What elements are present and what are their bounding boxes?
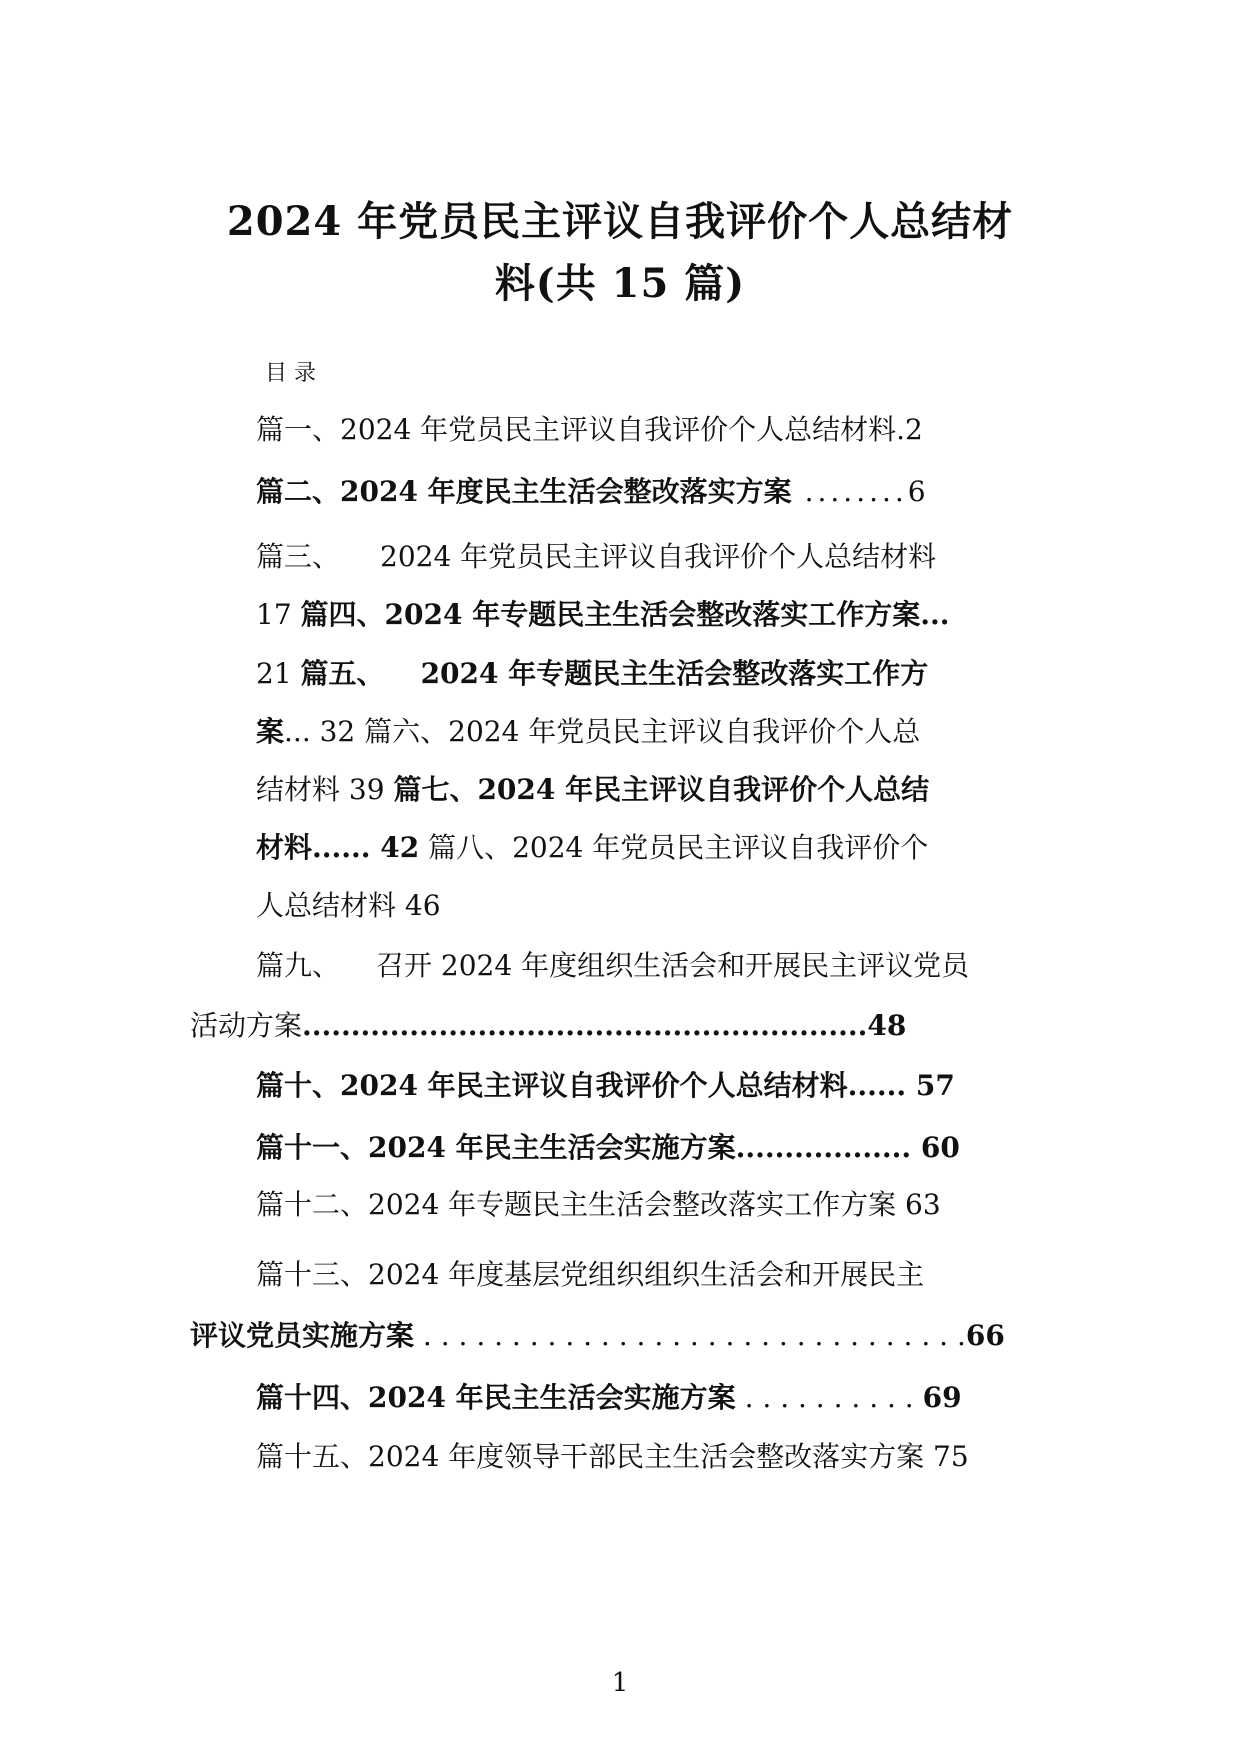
toc-line-8 (256, 826, 928, 866)
toc-line-6 (256, 710, 920, 750)
toc-entry-14-title: 篇十四、2024 年民主生活会实施方案 (256, 1381, 736, 1414)
toc-entry-5-title: 2024 年专题民主生活会整改落实工作方 (420, 657, 929, 690)
toc-line-10 (256, 944, 969, 984)
toc-line-13: 篇十一、2024 年民主生活会实施方案.................. 60 (256, 1131, 960, 1164)
toc-entry-9-title: 召开 2024 年度组织生活会和开展民主评议党员 (376, 949, 970, 982)
toc-line-4 (256, 593, 949, 633)
toc-entry-3-title: 2024 年党员民主评议自我评价个人总结材料 (380, 540, 937, 573)
toc-entry-13-dots: . . . . . . . . . . . . . . . . . . . . . . . . . . . . . . . (414, 1319, 966, 1352)
toc-entry-13-page: 66 (965, 1319, 1005, 1352)
toc-line-9: 人总结材料 46 (256, 889, 441, 922)
toc-entry-6-title: ... 32 篇六、2024 年党员民主评议自我评价个人总 (284, 715, 921, 748)
toc-line-1: 篇一、2024 年党员民主评议自我评价个人总结材料.2 (256, 413, 923, 446)
toc-entry-6-title-end: 结材料 39 (256, 773, 385, 806)
toc-entry-5-label: 篇五、 (300, 657, 385, 690)
page-number: 1 (611, 1668, 629, 1698)
toc-heading: 目 录 (265, 361, 316, 386)
toc-line-14: 篇十二、2024 年专题民主生活会整改落实工作方案 63 (256, 1188, 941, 1221)
toc-entry-2-title: 篇二、2024 年度民主生活会整改落实方案 (256, 475, 792, 508)
document-title-line-2: 料(共 15 篇) (494, 260, 746, 307)
toc-entry-14-page: 69 (922, 1381, 962, 1414)
toc-entry-3-label: 篇三、 (256, 540, 341, 573)
toc-line-3 (256, 535, 936, 575)
toc-entry-9-title-end: 活动方案 (190, 1009, 303, 1042)
toc-entry-5-title-end: 案 (256, 715, 285, 748)
toc-line-15: 篇十三、2024 年度基层党组织组织生活会和开展民主 (256, 1258, 925, 1291)
toc-entry-7-title: 篇七、2024 年民主评议自我评价个人总结 (393, 773, 930, 806)
toc-line-11 (190, 1004, 906, 1044)
toc-entry-4-page: 21 (256, 657, 292, 690)
toc-line-18: 篇十五、2024 年度领导干部民主生活会整改落实方案 75 (256, 1440, 969, 1473)
toc-entry-3-page: 17 (256, 598, 292, 631)
toc-line-16 (190, 1314, 1005, 1354)
toc-line-17 (256, 1376, 962, 1416)
toc-entry-4-title: 篇四、2024 年专题民主生活会整改落实工作方案... (300, 598, 950, 631)
toc-entry-9-label: 篇九、 (256, 949, 341, 982)
toc-line-5 (256, 652, 928, 692)
toc-entry-7-title-end: 材料...... 42 (256, 831, 420, 864)
toc-entry-9-dots-page: ..........................................................48 (302, 1009, 907, 1042)
toc-entry-8-title: 篇八、2024 年党员民主评议自我评价个 (428, 831, 929, 864)
toc-entry-2-dots: ........ (791, 475, 908, 508)
toc-line-2 (256, 470, 926, 510)
toc-entry-14-dots: . . . . . . . . . . (735, 1381, 923, 1414)
toc-entry-2-page: 6 (907, 475, 926, 508)
toc-line-12: 篇十、2024 年民主评议自我评价个人总结材料...... 57 (256, 1069, 955, 1102)
document-title-line-1: 2024 年党员民主评议自我评价个人总结材 (226, 198, 1014, 245)
toc-entry-13-title-end: 评议党员实施方案 (190, 1319, 415, 1352)
toc-line-7 (256, 768, 929, 808)
